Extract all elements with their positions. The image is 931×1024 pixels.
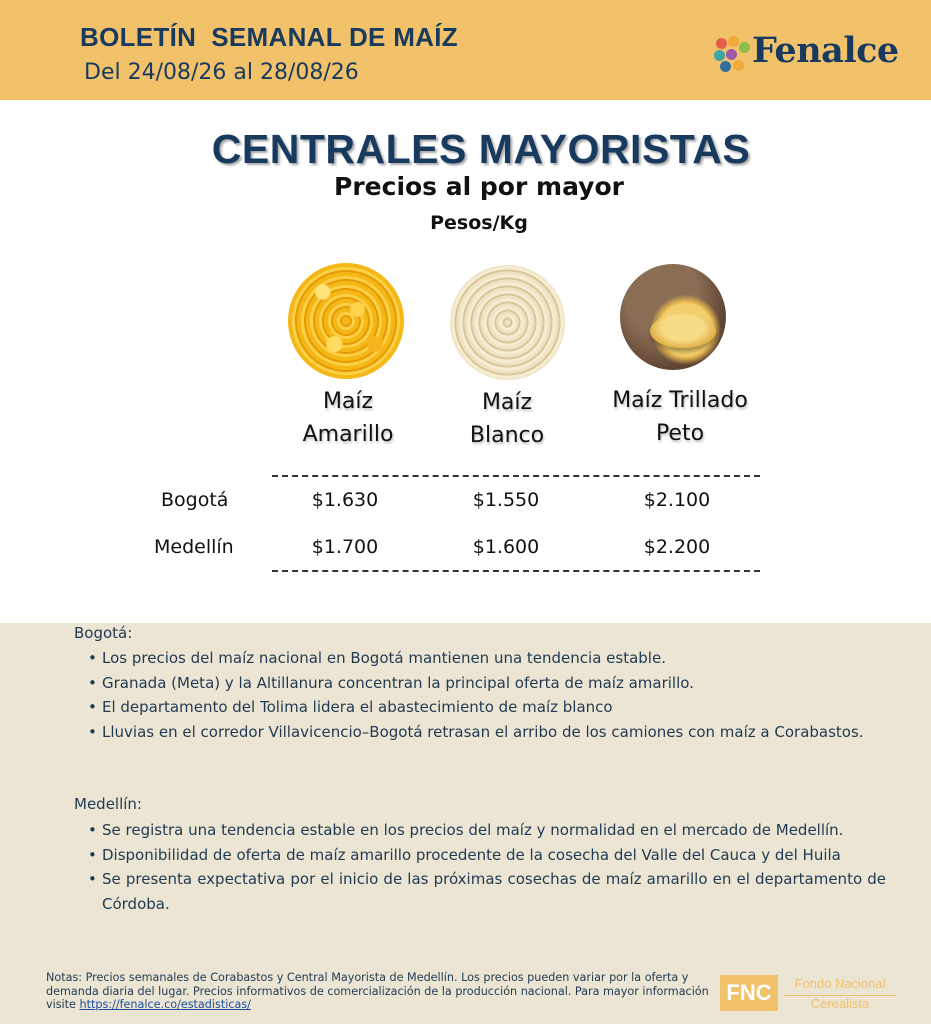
logo-wordmark: Fenalce bbox=[752, 30, 899, 71]
price-units: Pesos/Kg bbox=[430, 212, 528, 234]
product-name-blanco bbox=[437, 385, 577, 452]
product-name-line: Peto bbox=[655, 421, 705, 446]
list-item: • Se presenta expectativa por el inicio de las próximas cosechas de maíz amarillo en el departamento de Córdoba. bbox=[88, 867, 886, 916]
fund-name-line-2: Cerealista bbox=[810, 996, 870, 1011]
list-item: • Disponibilidad de oferta de maíz amarillo procedente de la cosecha del Valle del Cauca y del Huila bbox=[88, 843, 886, 868]
product-name-line: Maíz bbox=[481, 390, 533, 415]
fenalce-logo bbox=[712, 32, 912, 78]
section-title: CENTRALES MAYORISTAS bbox=[211, 126, 751, 172]
product-name-line: Maíz bbox=[322, 389, 374, 414]
fnc-badge-text: FNC bbox=[726, 980, 772, 1005]
price-cell: $1.700 bbox=[311, 536, 379, 558]
product-name-line: Maíz Trillado bbox=[612, 388, 748, 413]
table-divider-top bbox=[272, 475, 760, 477]
notes-heading-medellin: Medellín: bbox=[74, 795, 142, 813]
notes-heading-bogota: Bogotá: bbox=[74, 624, 133, 642]
row-label-medellin: Medellín bbox=[154, 536, 234, 558]
notes-list-medellin bbox=[88, 818, 886, 916]
white-corn-image bbox=[450, 265, 565, 380]
product-name-line: Amarillo bbox=[302, 422, 394, 447]
fnc-logo-badge bbox=[720, 975, 778, 1011]
price-cell: $1.550 bbox=[472, 489, 540, 511]
section-subtitle: Precios al por mayor bbox=[334, 172, 624, 201]
notes-list-bogota bbox=[88, 646, 886, 744]
header-banner bbox=[0, 0, 931, 100]
row-label-bogota: Bogotá bbox=[161, 489, 229, 511]
logo-dots-icon bbox=[712, 36, 750, 74]
table-divider-bottom bbox=[272, 570, 760, 572]
price-cell: $2.200 bbox=[643, 536, 711, 558]
product-name-peto bbox=[590, 384, 770, 450]
list-item: • Los precios del maíz nacional en Bogotá mantienen una tendencia estable. bbox=[88, 646, 886, 671]
footnote-text: Notas: Precios semanales de Corabastos y Central Mayorista de Medellín. Los precios pueden variar por la oferta y demanda diaria del lugar. Precios informativos de comercialización de la producción nacional. Para mayor información visite bbox=[46, 971, 709, 1011]
product-name-line: Blanco bbox=[469, 423, 545, 448]
product-name-amarillo bbox=[278, 385, 418, 451]
price-cell: $1.630 bbox=[311, 489, 379, 511]
statistics-link[interactable]: https://fenalce.co/estadisticas/ bbox=[79, 998, 251, 1011]
list-item: • Se registra una tendencia estable en los precios del maíz y normalidad en el mercado de Medellín. bbox=[88, 818, 886, 843]
list-item: • Lluvias en el corredor Villavicencio–Bogotá retrasan el arribo de los camiones con maíz a Corabastos. bbox=[88, 720, 886, 745]
peto-corn-image bbox=[620, 264, 726, 370]
list-item: • El departamento del Tolima lidera el abastecimiento de maíz blanco bbox=[88, 695, 886, 720]
fund-name-line-1: Fondo Nacional bbox=[794, 976, 886, 991]
list-item: • Granada (Meta) y la Altillanura concentran la principal oferta de maíz amarillo. bbox=[88, 671, 886, 696]
price-cell: $1.600 bbox=[472, 536, 540, 558]
yellow-corn-image bbox=[288, 263, 404, 379]
bulletin-date-range: Del 24/08/26 al 28/08/26 bbox=[84, 60, 359, 85]
price-cell: $2.100 bbox=[643, 489, 711, 511]
source-footnote bbox=[46, 971, 712, 1012]
bulletin-title: BOLETÍN SEMANAL DE MAÍZ bbox=[80, 22, 458, 52]
